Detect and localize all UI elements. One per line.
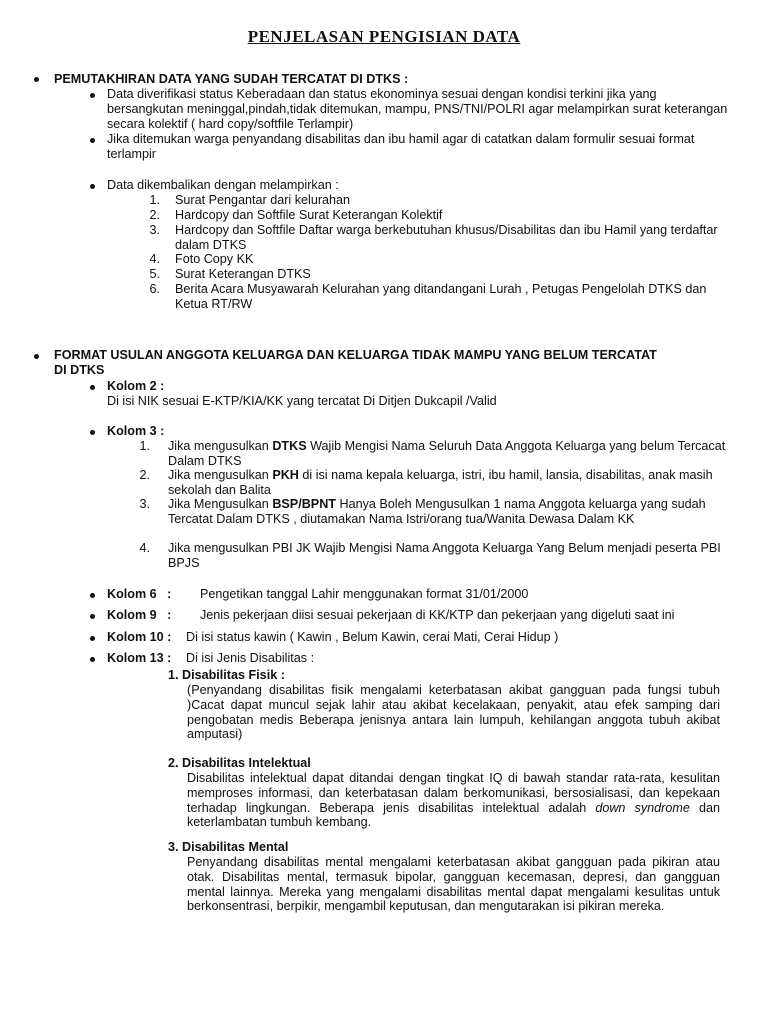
kolom-3-item-text: Hanya Boleh Mengusulkan 1 nama Anggota keluarga yang sudah Tercatat Dalam DTKS , diutamakan Nama Istri/orang tua/Wanita Dewasa Dalam KK [168,497,706,526]
list-number: 4. [139,541,150,555]
kolom-3-item-program: BSP/BPNT [272,497,336,511]
disabilitas-intelektual-text [187,771,720,830]
disabilitas-mental-text: Penyandang disabilitas mental mengalami keterbatasan akibat gangguan pada pikiran atau otak. Disabilitas mental, termasuk bipolar, gangguan kecemasan, depresi, dan gangguan mental lainnya. Mereka yang mengalami disabilitas mental dapat mengalami kesulitas untuk berkonsentrasi, berpikir, mengambil keputusan, dan mengutarakan isi pikiran mereka. [187,855,720,914]
list-item: Hardcopy dan Softfile Surat Keterangan Kolektif [175,208,443,222]
kolom-6-label: Kolom 6 : [107,587,172,601]
list-number: 5. [149,267,160,281]
kolom-3-item-text: Jika mengusulkan [168,468,273,482]
disabilitas-intelektual-body: Disabilitas intelektual dapat ditandai dengan tingkat IQ di bawah standar rata-rata, kesulitan memproses informasi, dan keterbatasan dalam berkomunikasi, bersosialisasi, dan kepekaan terhadap lingkungan. Beberapa jenis disabilitas intelektual adalah [187,771,720,815]
page-title: PENJELASAN PENGISIAN DATA [247,27,521,46]
kolom-10-text: Di isi status kawin ( Kawin , Belum Kawin, cerai Mati, Cerai Hidup ) [186,630,559,644]
kolom-3-item [168,468,728,498]
list-number: 3. [149,223,160,237]
bullet-dot [90,184,95,189]
list-number: 2. [149,208,160,222]
bullet-dot [90,385,95,390]
disabilitas-fisik-title: 1. Disabilitas Fisik : [168,668,285,682]
list-item: Foto Copy KK [175,252,254,266]
bullet-dot [90,93,95,98]
bullet-dot [90,657,95,662]
list-number: 3. [139,497,150,511]
bullet-dot [90,593,95,598]
list-item: Hardcopy dan Softfile Daftar warga berkebutuhan khusus/Disabilitas dan ibu Hamil yang terdaftar dalam DTKS [175,223,718,252]
kolom-9-label: Kolom 9 : [107,608,172,622]
kolom-3-item-text: Jika mengusulkan PBI JK Wajib Mengisi Nama Anggota Keluarga Yang Belum menjadi peserta PBI BPJS [168,541,721,570]
section-2-heading: FORMAT USULAN ANGGOTA KELUARGA DAN KELUARGA TIDAK MAMPU YANG BELUM TERCATAT DI DTKS [54,348,657,377]
kolom-3-item-text: di isi nama kepala keluarga, istri, ibu hamil, lansia, disabilitas, anak masih sekolah dan Balita [168,468,713,497]
kolom-3-item [168,439,728,469]
list-number: 1. [139,439,150,453]
list-number: 4. [149,252,160,266]
kolom-3-item-text: Jika mengusulkan [168,439,273,453]
kolom-2-label: Kolom 2 : [107,379,165,393]
bullet-dot [90,614,95,619]
kolom-3-label: Kolom 3 : [107,424,165,438]
kolom-3-item [168,497,728,527]
section-1-paragraph-2: Jika ditemukan warga penyandang disabilitas dan ibu hamil agar di catatkan dalam formulir sesuai format terlampir [107,132,695,161]
disabilitas-intelektual-title: 2. Disabilitas Intelektual [168,756,311,770]
kolom-9-text: Jenis pekerjaan diisi sesuai pekerjaan di KK/KTP dan pekerjaan yang digeluti saat ini [200,608,675,622]
list-number: 2. [139,468,150,482]
kolom-3-item-program: DTKS [272,439,307,453]
disabilitas-fisik-text: (Penyandang disabilitas fisik mengalami keterbatasan akibat gangguan pada fungsi tubuh )Cacat dapat muncul sejak lahir atau akibat kecelakaan, penyakit, atau efek samping dari pengobatan medis Beberapa jenisnya antara lain lumpuh, kehilangan anggota tubuh akibat amputasi) [187,683,720,742]
kolom-13-text: Di isi Jenis Disabilitas : [186,651,315,665]
bullet-dot [90,138,95,143]
kolom-13-label: Kolom 13 : [107,651,172,665]
section-1-paragraph-1: Data diverifikasi status Keberadaan dan status ekonominya sesuai dengan kondisi terkini jika yang bersangkutan meninggal,pindah,tidak ditemukan, mampu, PNS/TNI/POLRI agar melampirkan surat keterangan secara kolektif ( hard copy/softfile Terlampir) [107,87,728,131]
kolom-3-item-program: PKH [272,468,299,482]
bullet-dot [90,636,95,641]
kolom-3-item-text: Jika Mengusulkan [168,497,273,511]
disabilitas-intelektual-tail: dan keterlambatan tumbuh kembang. [187,800,720,830]
list-item: Berita Acara Musyawarah Kelurahan yang ditandangani Lurah , Petugas Pengelolah DTKS dan Ketua RT/RW [175,282,707,311]
kolom-3-item [168,541,728,571]
section-1-paragraph-3: Data dikembalikan dengan melampirkan : [107,178,339,192]
disabilitas-intelektual-italic: down syndrome [595,800,690,815]
list-item: Surat Pengantar dari kelurahan [175,193,351,207]
bullet-dot [34,354,39,359]
list-number: 6. [149,282,160,296]
kolom-3-item-text: Wajib Mengisi Nama Seluruh Data Anggota Keluarga yang belum Tercacat Dalam DTKS [168,439,726,468]
list-item: Surat Keterangan DTKS [175,267,311,281]
kolom-2-text: Di isi NIK sesuai E-KTP/KIA/KK yang tercatat Di Ditjen Dukcapil /Valid [107,394,497,408]
bullet-dot [90,430,95,435]
list-number: 1. [149,193,160,207]
disabilitas-mental-title: 3. Disabilitas Mental [168,840,289,854]
kolom-10-label: Kolom 10 : [107,630,172,644]
kolom-6-text: Pengetikan tanggal Lahir menggunakan format 31/01/2000 [200,587,529,601]
section-1-heading: PEMUTAKHIRAN DATA YANG SUDAH TERCATAT DI DTKS : [54,72,409,86]
bullet-dot [34,77,39,82]
